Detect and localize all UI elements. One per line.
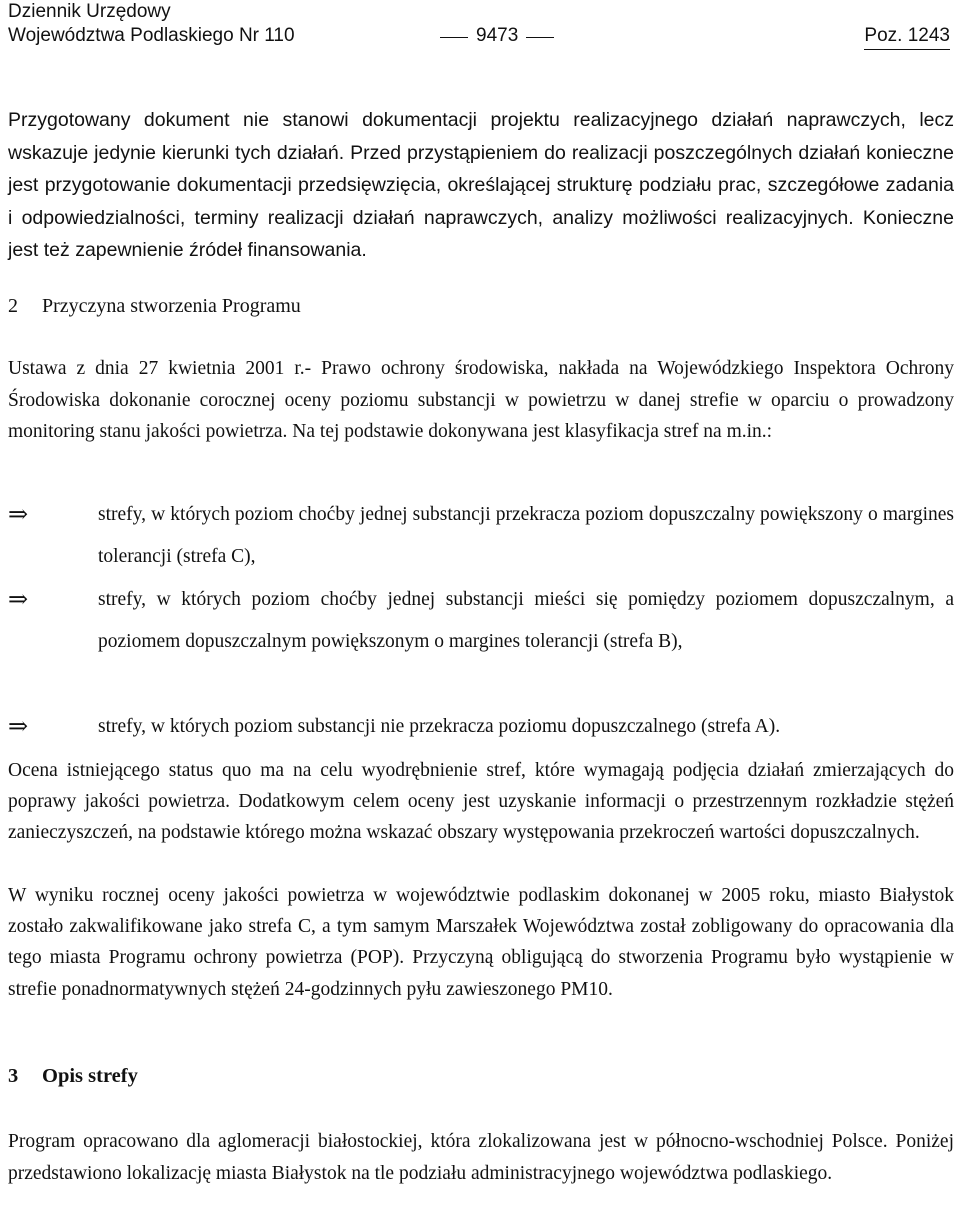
list-item-text: strefy, w których poziom substancji nie przekracza poziomu dopuszczalnego (strefa A). [98,716,781,737]
section2-paragraph: Ustawa z dnia 27 kwietnia 2001 r.- Prawo ochrony środowiska, nakłada na Wojewódzkiego Inspektora Ochrony Środowiska dokonanie corocznej oceny poziomu substancji w powietrzu w danej strefie w oparciu o prowadzony monitoring stanu jakości powietrza. Na tej podstawie dokonywana jest klasyfikacja stref na m.in.: [8,358,954,442]
section-number: 2 [8,295,18,317]
list-item-text: strefy, w których poziom choćby jednej substancji przekracza poziom dopuszczalny powiększony o margines tolerancji (strefa C), [98,504,954,567]
double-arrow-icon: ⇒ [8,587,29,613]
section-number: 3 [8,1065,19,1087]
list-item [8,494,954,578]
publication-name: Województwa Podlaskiego Nr 110 [8,25,295,46]
page-number: 9473 [476,25,519,46]
dash-left [440,37,468,38]
section-heading-3 [8,1063,138,1089]
double-arrow-icon: ⇒ [8,714,29,740]
header-line [8,24,950,50]
list-item [8,579,954,663]
section-title: Opis strefy [42,1065,138,1087]
double-arrow-icon: ⇒ [8,502,29,528]
intro-paragraph: Przygotowany dokument nie stanowi dokumentacji projektu realizacyjnego działań naprawczych, lecz wskazuje jedynie kierunki tych działań. Przed przystąpieniem do realizacji poszczególnych działań konieczne jest przygotowanie dokumentacji przedsięwzięcia, określającej strukturę podziału prac, szczegółowe zadania i odpowiedzialności, terminy realizacji działań naprawczych, analizy możliwości realizacyjnych. Konieczne jest też zapewnienie źródeł finansowania. [8,109,954,261]
dash-right [526,37,554,38]
section-title: Przyczyna stworzenia Programu [42,295,301,317]
section-heading-2 [8,293,301,319]
list-item [8,706,954,748]
section2-paragraph-3: W wyniku rocznej oceny jakości powietrza w województwie podlaskim dokonanej w 2005 roku, miasto Białystok zostało zakwalifikowane jako strefa C, a tym samym Marszałek Województwa został zobligowany do opracowania dla tego miasta Programu ochrony powietrza (POP). Przyczyną obligującą do stworzenia Programu było wystąpienie w strefie ponadnormatywnych stężeń 24-godzinnych pyłu zawieszonego PM10. [8,885,954,1000]
list-item-text: strefy, w których poziom choćby jednej substancji mieści się pomiędzy poziomem dopuszczalnym, a poziomem dopuszczalnym powiększonym o margines tolerancji (strefa B), [98,589,954,652]
position-number: Poz. 1243 [864,24,950,50]
section2-paragraph-2: Ocena istniejącego status quo ma na celu wyodrębnienie stref, które wymagają podjęcia działań zmierzających do poprawy jakości powietrza. Dodatkowym celem oceny jest uzyskanie informacji o przestrzennym rozkładzie stężeń zanieczyszczeń, na podstawie którego można wskazać obszary występowania przekroczeń wartości dopuszczalnych. [8,760,954,844]
section3-paragraph: Program opracowano dla aglomeracji białostockiej, która zlokalizowana jest w północno-wschodniej Polsce. Poniżej przedstawiono lokalizację miasta Białystok na tle podziału administracyjnego województwa podlaskiego. [8,1131,954,1184]
journal-title: Dziennik Urzędowy [8,1,171,22]
page-number-group [432,24,562,48]
